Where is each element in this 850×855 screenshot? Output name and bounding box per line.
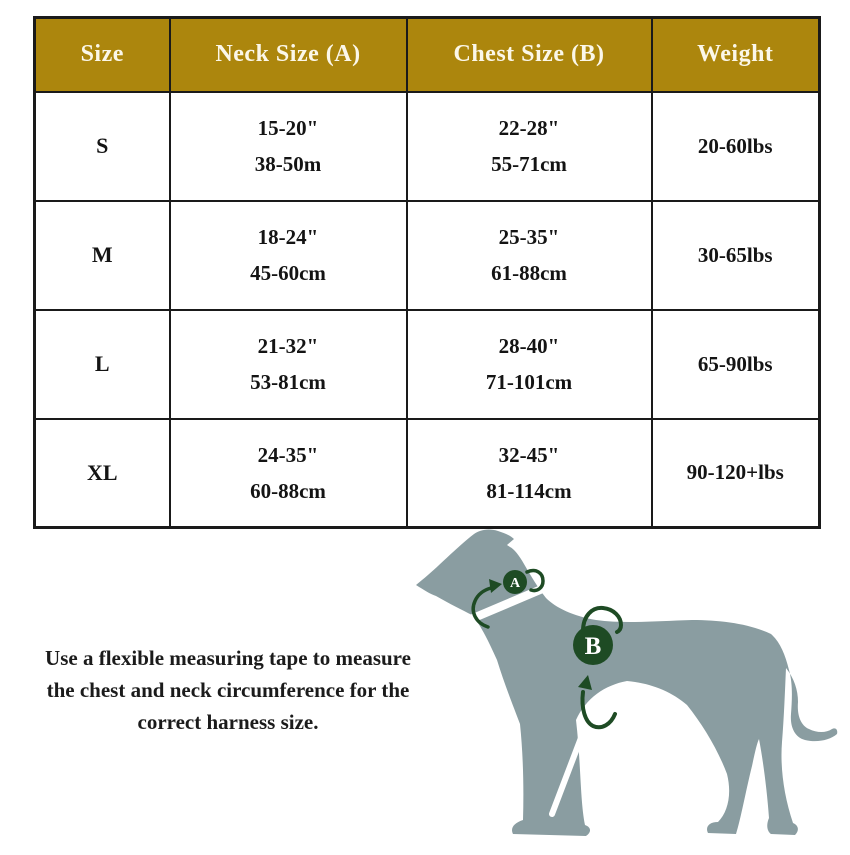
weight-cell: 65-90lbs [652, 310, 820, 419]
size-chart-table [33, 16, 821, 529]
chest-cell [407, 419, 652, 528]
note-line-2: the chest and neck circumference for the [46, 678, 410, 702]
size-cell: L [35, 310, 170, 419]
weight-cell: 90-120+lbs [652, 419, 820, 528]
chest-inches: 25-35" [498, 225, 560, 249]
neck-cell [170, 310, 407, 419]
chest-inches: 32-45" [498, 442, 560, 467]
table-row [35, 419, 820, 528]
table-row [35, 201, 820, 310]
chest-badge-b [573, 625, 613, 665]
note-line-1: Use a flexible measuring tape to measure [45, 646, 411, 670]
table-row [35, 310, 820, 419]
neck-cm: 60-88cm [250, 478, 326, 503]
chest-cell [407, 201, 652, 310]
size-cell: XL [35, 419, 170, 528]
chest-cell [407, 310, 652, 419]
size-cell: S [35, 92, 170, 201]
chest-cm: 55-71cm [491, 152, 567, 176]
neck-badge-a [503, 570, 527, 594]
header-neck: Neck Size (A) [170, 18, 407, 92]
neck-cell [170, 201, 407, 310]
dog-diagram [400, 528, 850, 850]
chest-cm: 71-101cm [485, 370, 573, 394]
neck-cm: 53-81cm [250, 370, 326, 394]
note-line-3: correct harness size. [137, 710, 319, 734]
header-size: Size [35, 18, 170, 92]
dog-silhouette [416, 530, 837, 836]
neck-cm: 45-60cm [250, 261, 326, 285]
header-weight: Weight [652, 18, 820, 92]
measuring-note [8, 642, 448, 738]
size-cell: M [35, 201, 170, 310]
chest-label: B [584, 633, 602, 660]
chest-cm: 61-88cm [491, 261, 567, 285]
neck-cell [170, 419, 407, 528]
chest-inches: 22-28" [498, 116, 560, 140]
neck-cm: 38-50m [254, 152, 322, 176]
weight-cell: 30-65lbs [652, 201, 820, 310]
chest-cell [407, 92, 652, 201]
neck-inches: 21-32" [257, 334, 319, 358]
chest-inches: 28-40" [498, 334, 560, 358]
neck-inches: 24-35" [257, 442, 319, 467]
neck-cell [170, 92, 407, 201]
neck-label: A [509, 576, 521, 591]
table-row [35, 92, 820, 201]
neck-inches: 18-24" [257, 225, 319, 249]
weight-cell: 20-60lbs [652, 92, 820, 201]
chest-cm: 81-114cm [486, 478, 572, 503]
header-chest: Chest Size (B) [407, 18, 652, 92]
dog-diagram-svg [400, 528, 850, 850]
neck-inches: 15-20" [257, 116, 319, 140]
header-row [35, 18, 820, 92]
